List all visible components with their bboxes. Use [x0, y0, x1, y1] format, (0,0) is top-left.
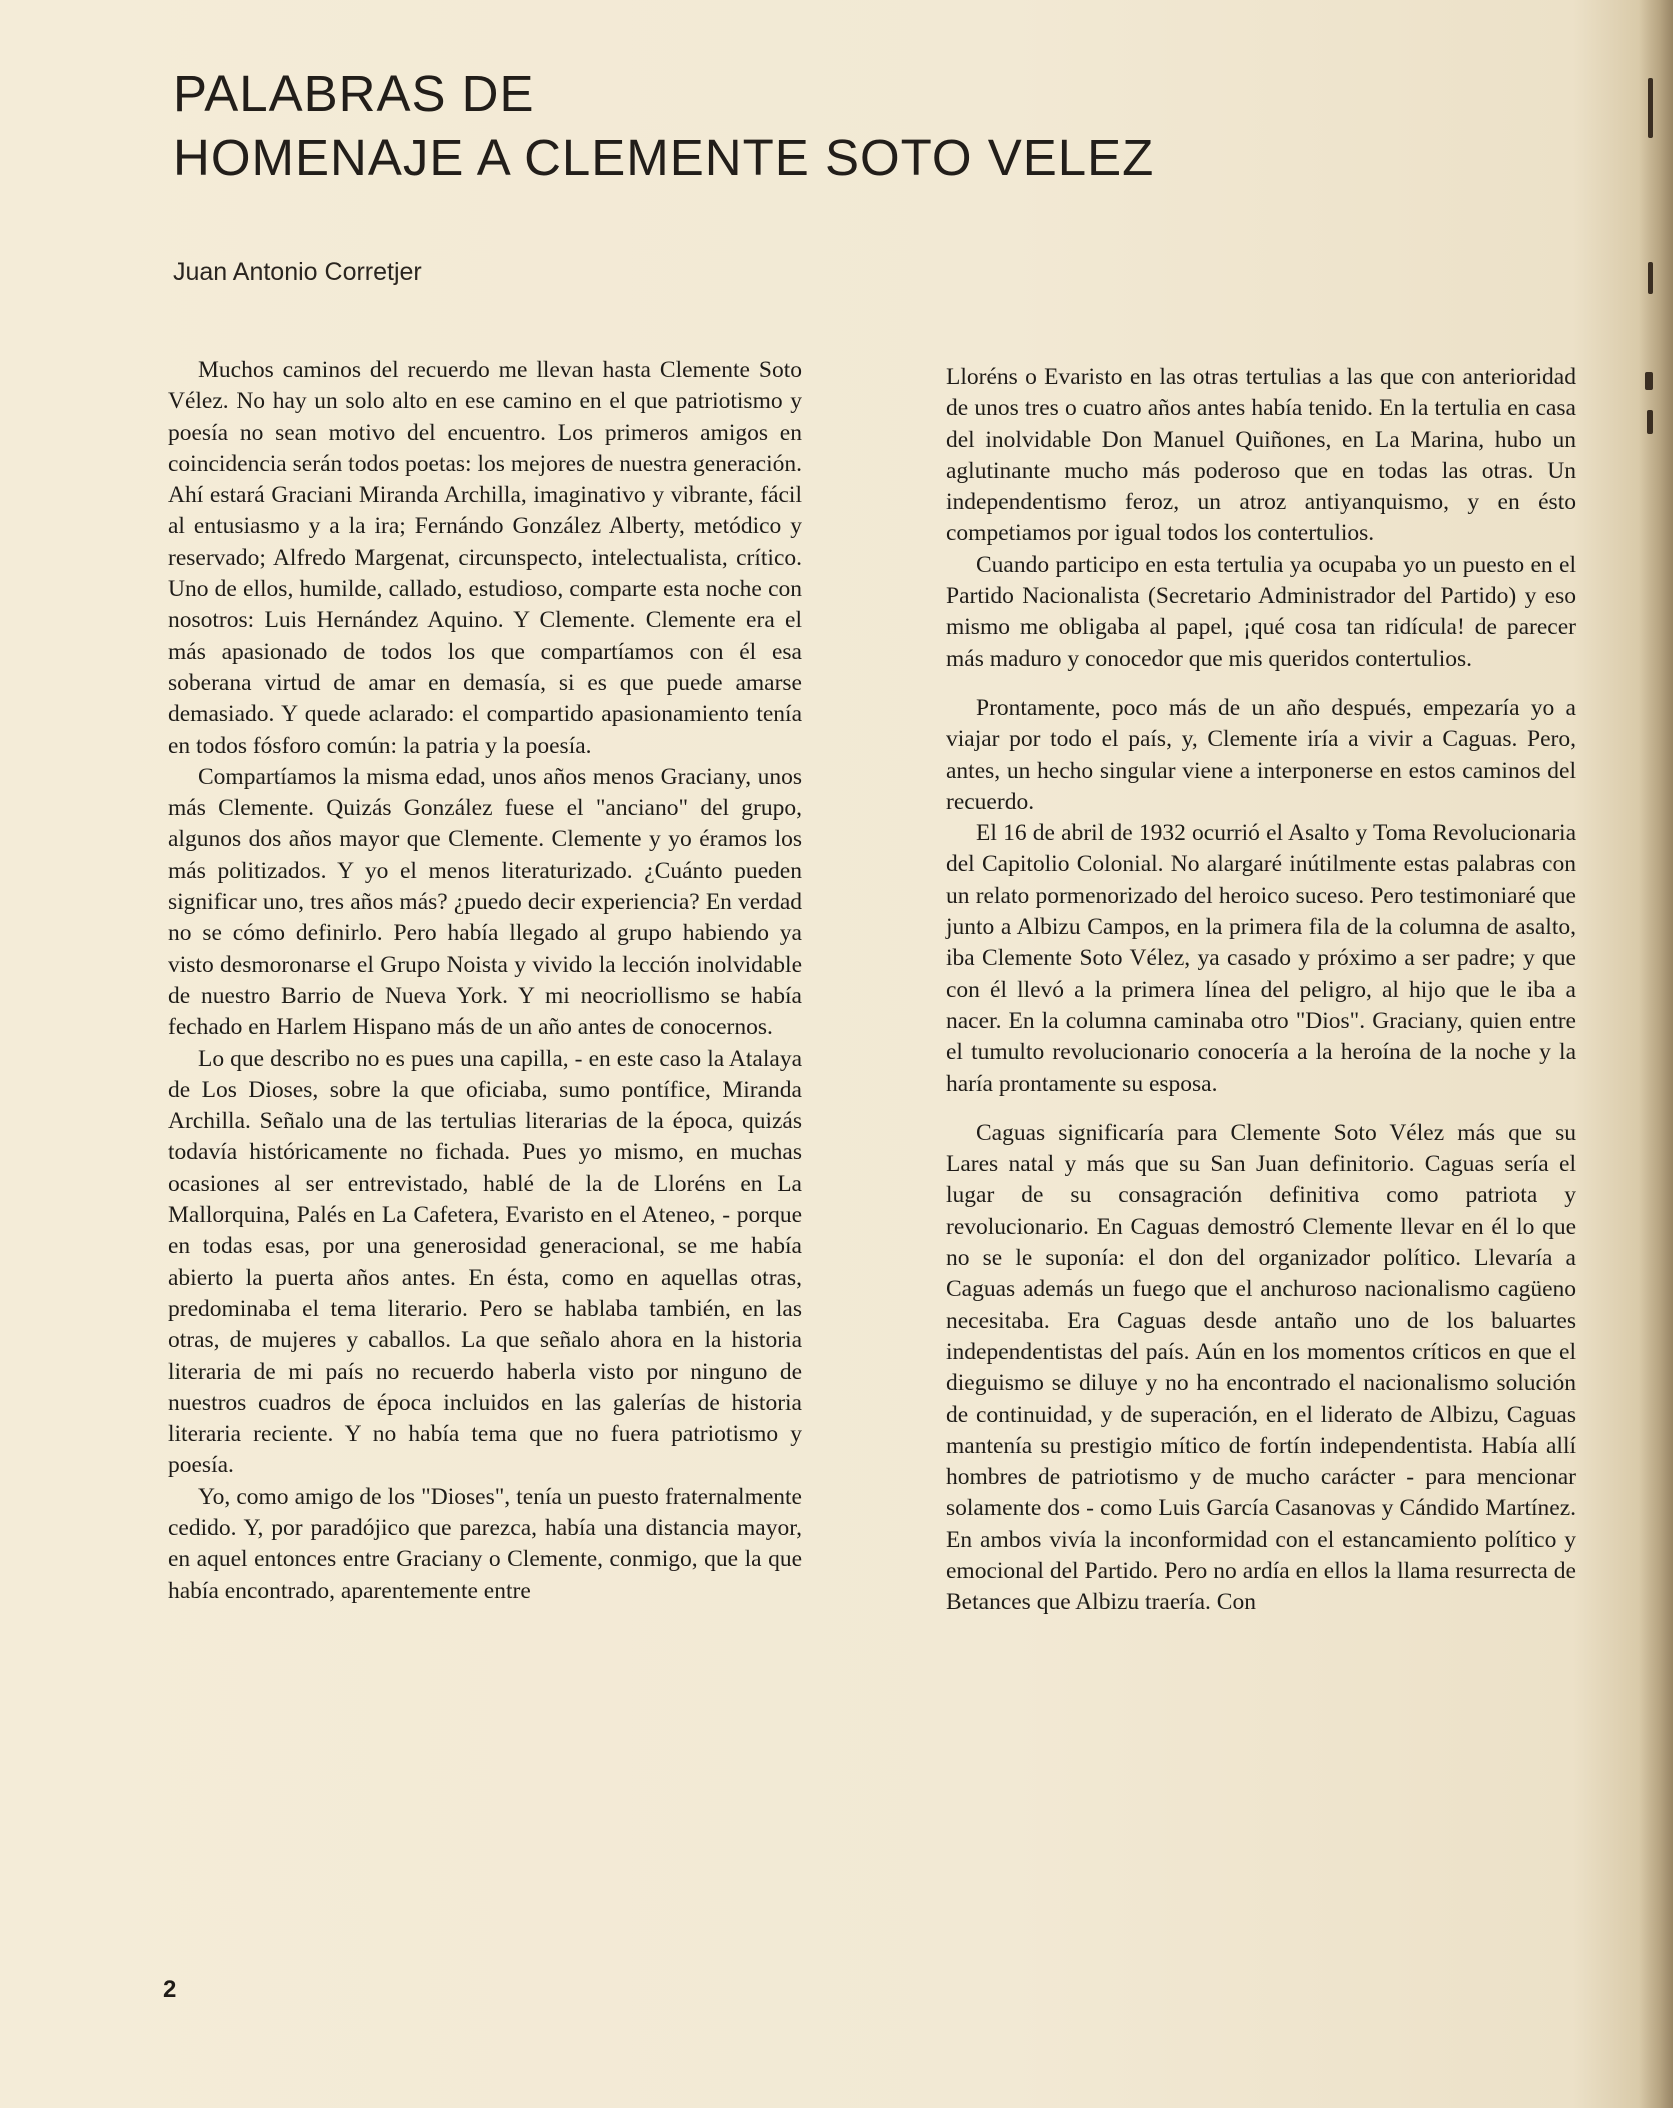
page-number: 2: [163, 1976, 177, 2003]
edge-binding-mark: [1648, 78, 1653, 138]
edge-binding-mark: [1647, 410, 1653, 434]
page-edge-shadow: [1639, 0, 1673, 2108]
body-paragraph: Lloréns o Evaristo en las otras tertulias a las que con anterioridad de unos tres o cuatro años antes había tenido. En la tertulia en casa del inolvidable Don Manuel Quiñones, en La Marina, hubo un aglutinante mucho más poderoso que en todas las otras. Un independentismo feroz, un atroz antiyanquismo, y en ésto competiamos por igual todos los contertulios.: [946, 364, 1576, 547]
body-paragraph: Compartíamos la misma edad, unos años menos Graciany, unos más Clemente. Quizás González fuese el "anciano" del grupo, algunos dos años mayor que Clemente. Clemente y yo éramos los más politizados. Y yo el menos literaturizado. ¿Cuánto pueden significar uno, tres años más? ¿puedo decir experiencia? En verdad no se cómo definirlo. Pero había llegado al grupo habiendo ya visto desmoronarse el Grupo Noista y vivido la lección inolvidable de nuestro Barrio de Nueva York. Y mi neocriollismo se había fechado en Harlem Hispano más de un año antes de conocernos.: [168, 763, 802, 1041]
article-title-line-2: HOMENAJE A CLEMENTE SOTO VELEZ: [173, 129, 1155, 186]
body-paragraph: Cuando participo en esta tertulia ya ocupaba yo un puesto en el Partido Nacionalista (Secretario Administrador del Partido) y eso mismo me obligaba al papel, ¡qué cosa tan ridícula! de parecer más maduro y conocedor que mis queridos contertulios.: [946, 551, 1576, 672]
article-author: Juan Antonio Corretjer: [173, 258, 422, 286]
body-paragraph: El 16 de abril de 1932 ocurrió el Asalto y Toma Revolucionaria del Capitolio Colonial. No alargaré inútilmente estas palabras con un relato pormenorizado del heroico suceso. Pero testimoniaré que junto a Albizu Campos, en la primera fila de la columna de asalto, iba Clemente Soto Vélez, ya casado y próximo a ser padre; y que con él llevó a la primera línea del peligro, al hijo que le iba a nacer. En la columna caminaba otro "Dios". Graciany, quien entre el tumulto revolucionario conocería a la heroína de la noche y la haría prontamente su esposa.: [946, 820, 1576, 1097]
body-paragraph: Yo, como amigo de los "Dioses", tenía un puesto fraternalmente cedido. Y, por paradójico que parezca, había una distancia mayor, en aquel entonces entre Graciany o Clemente, conmigo, que la que había encontrado, aparentemente entre: [168, 1483, 802, 1604]
edge-binding-mark: [1645, 372, 1653, 390]
edge-binding-mark: [1648, 262, 1653, 294]
left-column: [168, 355, 802, 1607]
body-paragraph: Prontamente, poco más de un año después, empezaría yo a viajar por todo el país, y, Clemente iría a vivir a Caguas. Pero, antes, un hecho singular viene a interponerse en estos caminos del recuerdo.: [946, 694, 1576, 815]
article-title: [173, 62, 1154, 190]
right-column: [946, 362, 1576, 1619]
article-title-line-1: PALABRAS DE: [173, 65, 535, 122]
body-paragraph: Caguas significaría para Clemente Soto Vélez más que su Lares natal y más que su San Juan definitorio. Caguas sería el lugar de su consagración definitiva como patriota y revolucionario. En Caguas demostró Clemente llevar en él lo que no se le suponía: el don del organizador político. Llevaría a Caguas además un fuego que el anchuroso nacionalismo cagüeno necesitaba. Era Caguas desde antaño uno de los baluartes independentistas del país. Aún en los momentos críticos en que el dieguismo se diluye y no ha encontrado el nacionalismo solución de continuidad, y de superación, en el liderato de Albizu, Caguas mantenía su prestigio mítico de fortín independentista. Había allí hombres de patriotismo y de mucho carácter - para mencionar solamente dos - como Luis García Casanovas y Cándido Martínez. En ambos vivía la inconformidad con el estancamiento político y emocional del Partido. Pero no ardía en ellos la llama resurrecta de Betances que Albizu traería. Con: [946, 1119, 1576, 1616]
body-paragraph: Lo que describo no es pues una capilla, - en este caso la Atalaya de Los Dioses, sobre la que oficiaba, sumo pontífice, Miranda Archilla. Señalo una de las tertulias literarias de la época, quizás todavía históricamente no fichada. Pues yo mismo, en muchas ocasiones al ser entrevistado, hablé de la de Lloréns en La Mallorquina, Palés en La Cafetera, Evaristo en el Ateneo, - porque en todas esas, por una generosidad generacional, se me había abierto la puerta años antes. En ésta, como en aquellas otras, predominaba el tema literario. Pero se hablaba también, en las otras, de mujeres y caballos. La que señalo ahora en la historia literaria de mi país no recuerdo haberla visto por ninguno de nuestros cuadros de época incluidos en las galerías de historia literaria reciente. Y no había tema que no fuera patriotismo y poesía.: [168, 1045, 802, 1479]
body-paragraph: Muchos caminos del recuerdo me llevan hasta Clemente Soto Vélez. No hay un solo alto en ese camino en el que patriotismo y poesía no sean motivo del encuentro. Los primeros amigos en coincidencia serán todos poetas: los mejores de nuestra generación. Ahí estará Graciani Miranda Archilla, imaginativo y vibrante, fácil al entusiasmo y a la ira; Fernándo González Alberty, metódico y reservado; Alfredo Margenat, circunspecto, intelectualista, crítico. Uno de ellos, humilde, callado, estudioso, comparte esta noche con nosotros: Luis Hernández Aquino. Y Clemente. Clemente era el más apasionado de todos los que compartíamos con él esa soberana virtud de amar en demasía, si es que puede amarse demasiado. Y quede aclarado: el compartido apasionamiento tenía en todos fósforo común: la patria y la poesía.: [168, 357, 802, 759]
